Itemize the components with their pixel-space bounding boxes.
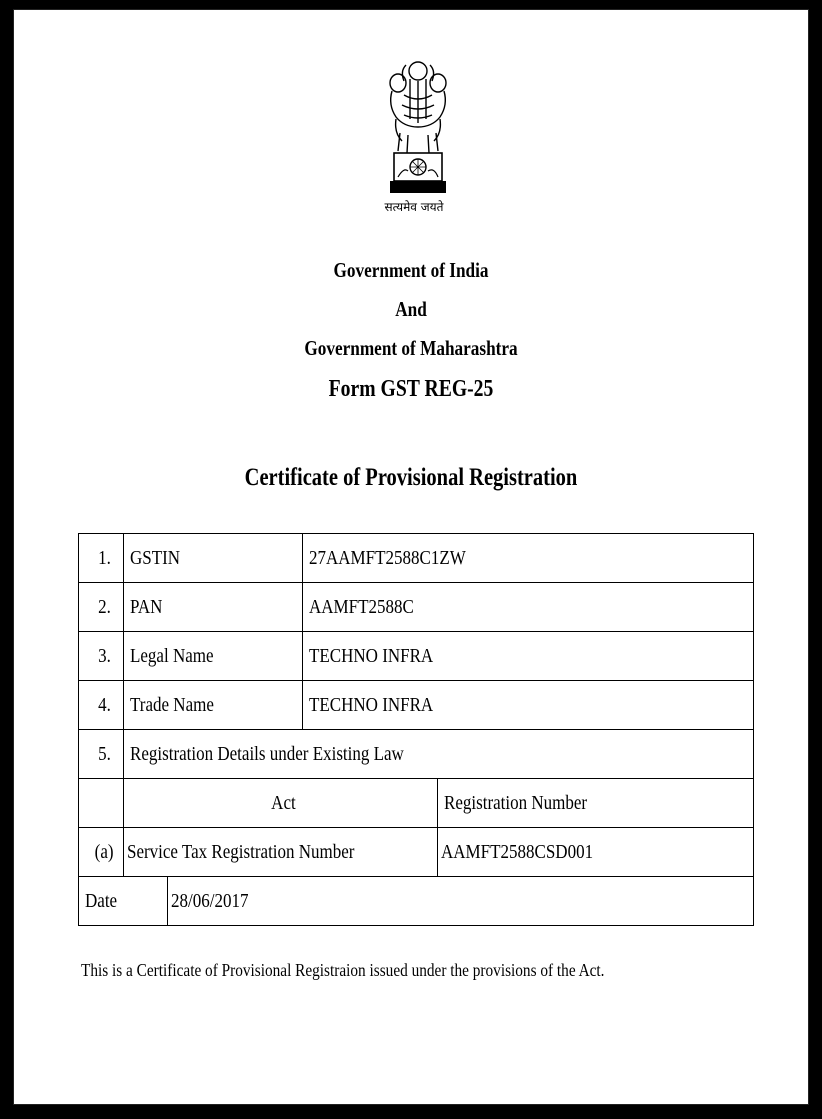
table-row xyxy=(79,730,754,779)
table-row xyxy=(79,828,754,877)
row-number: 4. xyxy=(79,681,124,730)
certificate-page xyxy=(14,10,808,1104)
date-label: Date xyxy=(79,877,168,926)
emblem-motto: सत्यमेव जयते xyxy=(384,200,444,214)
empty-cell xyxy=(79,779,124,828)
table-row xyxy=(79,534,754,583)
field-label: Legal Name xyxy=(124,632,303,681)
certificate-footer-note: This is a Certificate of Provisional Registraion issued under the provisions of the Act. xyxy=(81,960,605,980)
govt-state-heading: Government of Maharashtra xyxy=(304,336,518,360)
act-column-header: Act xyxy=(124,779,438,828)
govt-india-heading: Government of India xyxy=(333,258,489,282)
registration-number-column-header: Registration Number xyxy=(438,779,754,828)
row-number: 1. xyxy=(79,534,124,583)
field-label: Trade Name xyxy=(124,681,303,730)
field-label: GSTIN xyxy=(124,534,303,583)
certificate-title: Certificate of Provisional Registration xyxy=(244,464,578,491)
table-row xyxy=(79,877,754,926)
row-number: 3. xyxy=(79,632,124,681)
legal-name-value: TECHNO INFRA xyxy=(303,632,754,681)
row-number: (a) xyxy=(79,828,124,877)
table-row xyxy=(79,632,754,681)
row-number: 5. xyxy=(79,730,124,779)
table-row xyxy=(79,583,754,632)
table-row xyxy=(79,779,754,828)
existing-law-label: Registration Details under Existing Law xyxy=(124,730,754,779)
form-heading: Form GST REG-25 xyxy=(328,376,494,402)
field-label: PAN xyxy=(124,583,303,632)
date-value: 28/06/2017 xyxy=(168,877,754,926)
and-heading: And xyxy=(395,297,427,321)
act-name: Service Tax Registration Number xyxy=(124,828,438,877)
gstin-value: 27AAMFT2588C1ZW xyxy=(303,534,754,583)
registration-number-value: AAMFT2588CSD001 xyxy=(438,828,754,877)
trade-name-value: TECHNO INFRA xyxy=(303,681,754,730)
national-emblem-icon xyxy=(384,55,452,200)
table-row xyxy=(79,681,754,730)
pan-value: AAMFT2588C xyxy=(303,583,754,632)
row-number: 2. xyxy=(79,583,124,632)
registration-table xyxy=(78,533,754,926)
